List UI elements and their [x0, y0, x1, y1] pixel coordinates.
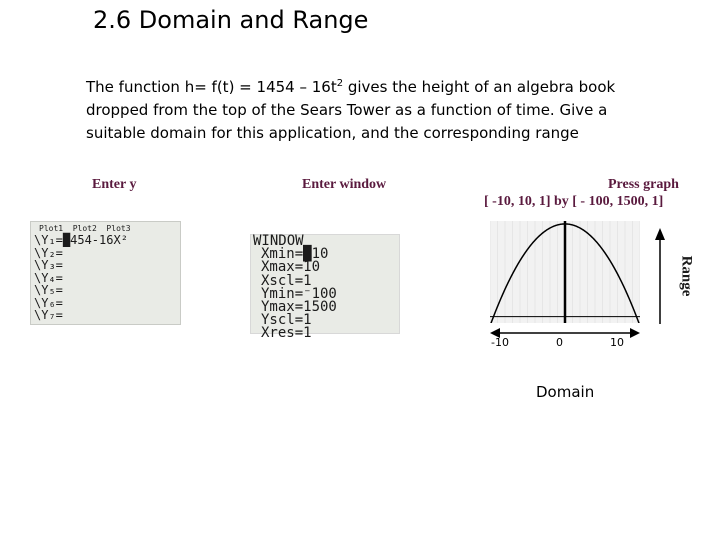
window-row-yscl: Yscl=1 — [261, 312, 312, 329]
step-press-graph: Press graph — [608, 177, 679, 192]
window-spec: [ -10, 10, 1] by [ - 100, 1500, 1] — [484, 194, 664, 209]
window-row-xmin: Xmin=█10 — [261, 246, 329, 263]
calculator-window-screen — [250, 233, 400, 342]
range-label: Range — [678, 255, 695, 297]
calculator-graph-screen — [490, 221, 640, 323]
y-row-4: \Y₄= — [34, 270, 63, 285]
tick-label-zero: 0 — [556, 336, 563, 349]
window-row-xmax: Xmax=10 — [261, 259, 321, 276]
exponent: 2 — [336, 78, 344, 89]
range-arrow-icon — [652, 228, 668, 326]
y-row-5: \Y₅= — [34, 283, 63, 297]
page-title: 2.6 Domain and Range — [93, 6, 369, 34]
y-row-7: \Y₇= — [34, 308, 63, 322]
y-row-3: \Y₃= — [34, 258, 63, 272]
y-row-1: \Y₁=█454-16X² — [34, 233, 128, 247]
window-header: WINDOW — [253, 233, 304, 249]
y-row-2: \Y₂= — [34, 245, 63, 260]
plot-selector-row: Plot1 Plot2 Plot3 — [39, 224, 131, 233]
window-row-ymax: Ymax=1500 — [261, 299, 337, 316]
tick-label-min: -10 — [491, 336, 509, 349]
y-row-6: \Y₆= — [34, 295, 63, 310]
paragraph-line-2: dropped from the top of the Sears Tower as a function of time. Give a — [86, 101, 608, 119]
window-row-xres: Xres=1 — [261, 325, 312, 342]
problem-paragraph — [86, 72, 646, 145]
paragraph-line-3: suitable domain for this application, and the corresponding range — [86, 124, 579, 142]
calculator-y-editor-screen — [30, 221, 181, 325]
window-row-xscl: Xscl=1 — [261, 272, 312, 289]
paragraph-line-1-start: The function h= f(t) = 1454 – 16t — [86, 78, 337, 96]
step-enter-window: Enter window — [302, 177, 387, 192]
paragraph-line-1-end: gives the height of an algebra book — [343, 78, 616, 96]
tick-label-max: 10 — [610, 336, 624, 349]
domain-label: Domain — [536, 383, 595, 401]
window-row-ymin: Ymin=⁻100 — [261, 285, 337, 302]
step-enter-y: Enter y — [92, 177, 137, 192]
